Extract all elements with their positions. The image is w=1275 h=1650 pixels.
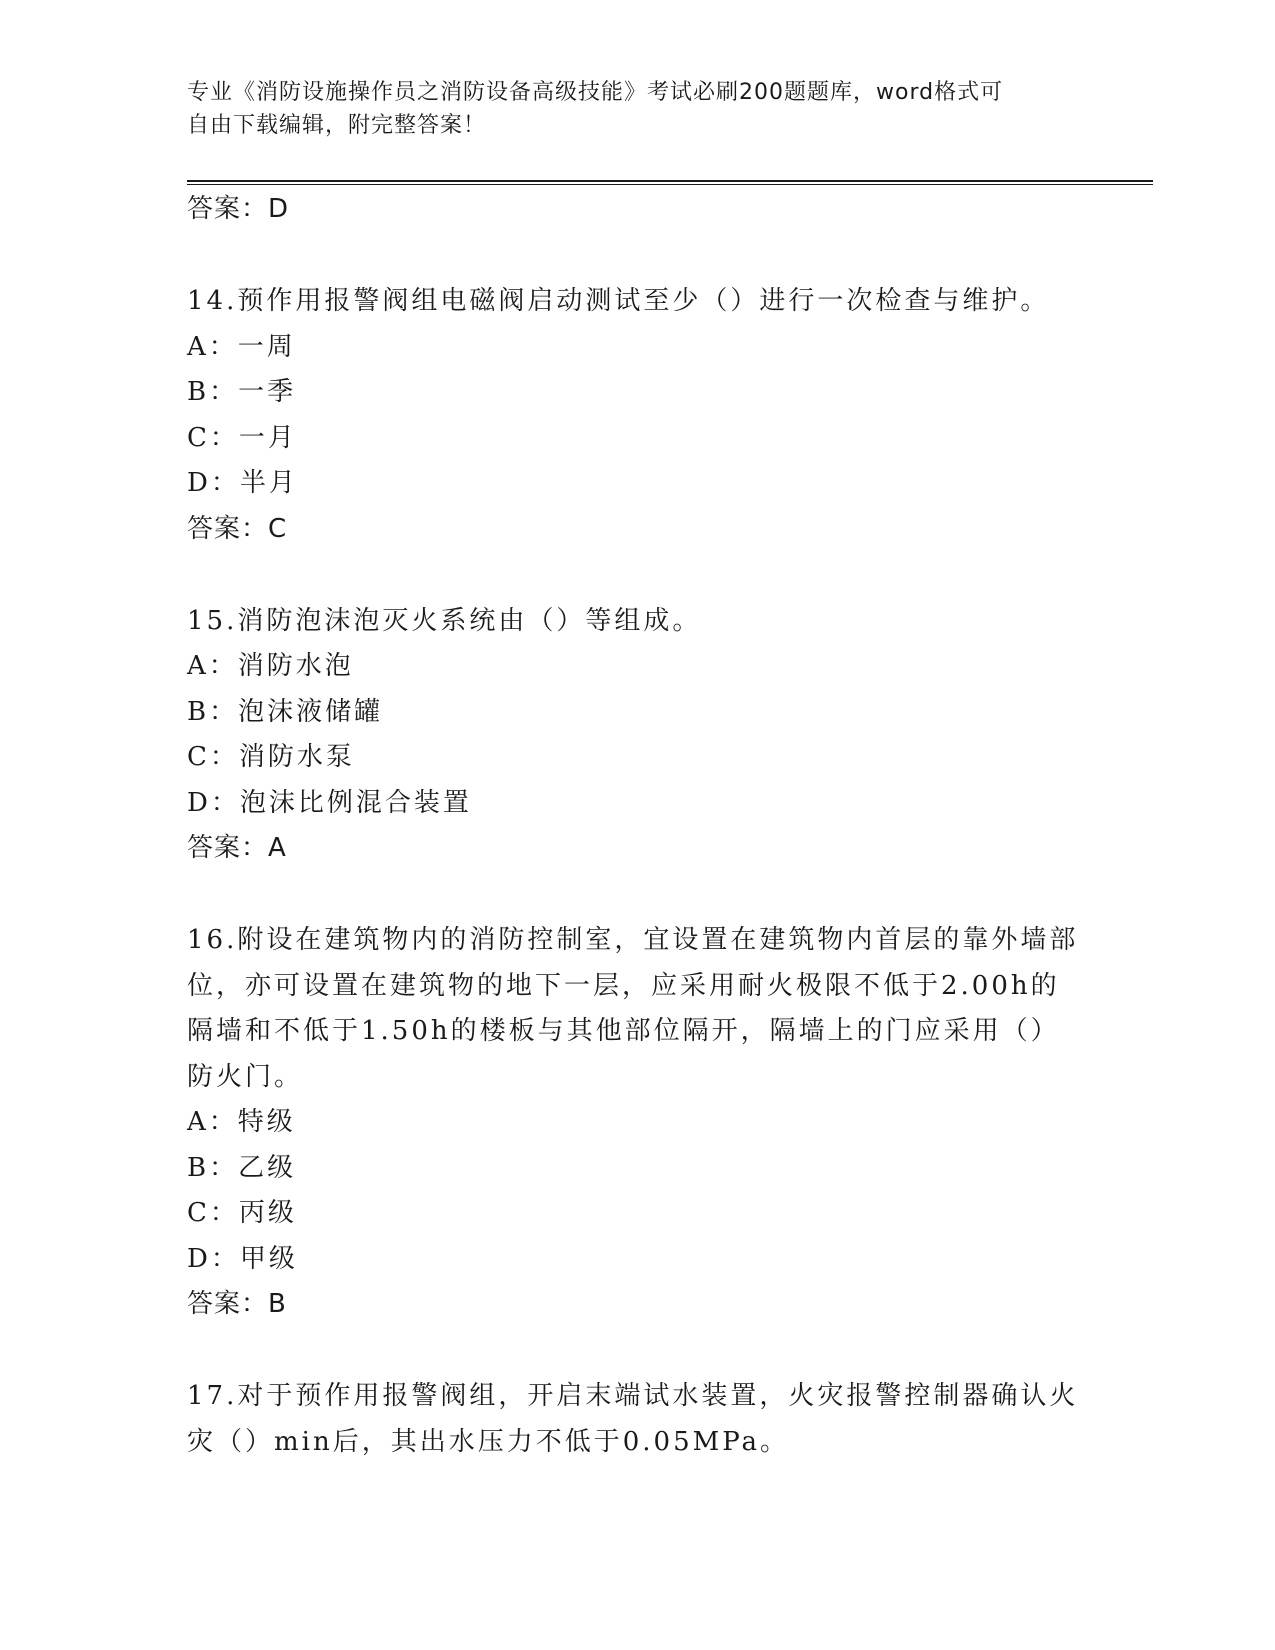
spacer	[187, 232, 1087, 279]
option-c: C：一月	[187, 422, 297, 453]
option-a: A：消防水泡	[187, 651, 354, 681]
option-a: A：特级	[187, 1107, 296, 1137]
question-text-line-4: 防火门。	[187, 1061, 304, 1092]
option-b: B：一季	[187, 377, 297, 407]
answer-line: 答案：B	[187, 1289, 287, 1319]
answer-line: 答案：C	[187, 513, 288, 544]
spacer	[187, 1327, 1087, 1374]
spacer	[187, 871, 1087, 918]
answer-line: 答案：A	[187, 833, 287, 863]
header-line-2: 自由下载编辑，附完整答案！	[187, 113, 487, 138]
question-text-line-2: 灾（）min后，其出水压力不低于0.05MPa。	[187, 1426, 790, 1457]
document-header	[187, 76, 1087, 142]
question-list	[187, 187, 1087, 1465]
question-15	[187, 599, 1087, 872]
header-divider-thick	[187, 180, 1153, 182]
header-divider-thin	[187, 184, 1153, 185]
question-text: 14.预作用报警阀组电磁阀启动测试至少（）进行一次检查与维护。	[187, 286, 1050, 316]
answer-line: 答案：D	[187, 194, 290, 224]
question-17	[187, 1374, 1087, 1465]
option-d: D：泡沫比例混合装置	[187, 787, 472, 818]
option-c: C：丙级	[187, 1198, 297, 1228]
option-b: B：泡沫液储罐	[187, 696, 384, 727]
question-text-line-2: 位，亦可设置在建筑物的地下一层，应采用耐火极限不低于2.00h的	[187, 970, 1060, 1001]
option-b: B：乙级	[187, 1152, 297, 1183]
option-d: D：甲级	[187, 1243, 298, 1274]
spacer	[187, 552, 1087, 599]
question-text: 15.消防泡沫泡灭火系统由（）等组成。	[187, 605, 702, 636]
question-text-line-1: 16.附设在建筑物内的消防控制室，宜设置在建筑物内首层的靠外墙部	[187, 925, 1079, 955]
question-16	[187, 918, 1087, 1327]
option-a: A：一周	[187, 331, 296, 362]
question-14	[187, 279, 1087, 552]
option-d: D：半月	[187, 468, 298, 498]
question-text-line-3: 隔墙和不低于1.50h的楼板与其他部位隔开，隔墙上的门应采用（）	[187, 1016, 1060, 1046]
option-c: C：消防水泵	[187, 742, 355, 772]
header-line-1: 专业《消防设施操作员之消防设备高级技能》考试必刷200题题库，word格式可	[187, 80, 1004, 105]
question-text-line-1: 17.对于预作用报警阀组，开启末端试水装置，火灾报警控制器确认火	[187, 1381, 1079, 1411]
